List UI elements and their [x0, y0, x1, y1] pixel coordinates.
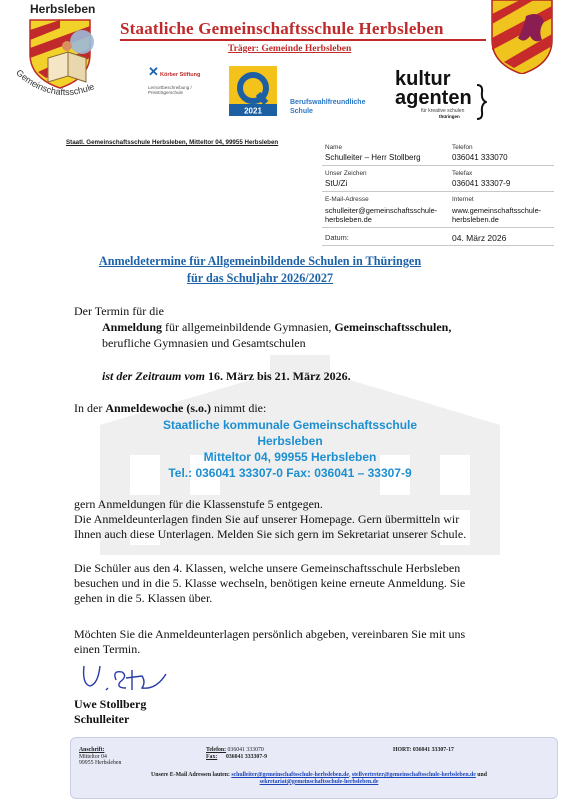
body-intro: Der Termin für die — [74, 304, 164, 318]
school-block-line1: Staatliche kommunale Gemeinschaftsschule — [162, 418, 418, 432]
email-label: E-Mail-Adresse — [325, 196, 369, 203]
fax-label: Telefax — [452, 170, 473, 177]
footer-box — [70, 737, 558, 799]
brace-icon — [475, 84, 487, 120]
footer-contact — [206, 747, 267, 760]
footer-address — [79, 747, 121, 767]
koerber-x-icon: ✕ — [148, 64, 159, 79]
footer-address-line2: 99955 Herbsleben — [79, 760, 122, 767]
body-anmeldung-line1 — [102, 320, 451, 335]
headline — [70, 253, 450, 287]
body-week-intro — [74, 401, 266, 416]
return-address: Staatl. Gemeinschaftsschule Herbsleben, Mitteltor 04, 99955 Herbsleben — [66, 139, 279, 146]
coat-of-arms-logo — [490, 0, 554, 74]
p2-line2: besuchen und in die 5. Klasse wechseln, benötigen keine erneute Anmeldung. Sie — [74, 576, 466, 590]
school-seal-logo — [10, 16, 128, 102]
carrier-line: Träger: Gemeinde Herbsleben — [228, 44, 352, 54]
agenten-word: agenten — [395, 87, 472, 109]
kultur-word: kultur — [395, 68, 451, 90]
phone-value: 036041 333070 — [452, 153, 508, 162]
week-intro-2: nimmt die: — [210, 401, 267, 415]
footer-email-sekretariat-link[interactable]: sekretariat@gemeinschaftsschule-herbsleben.de — [259, 778, 379, 785]
footer-emails — [89, 772, 549, 785]
footer-hort: HORT: 036041 33307-17 — [393, 747, 454, 753]
footer-phone-value: 036041 333070 — [227, 747, 264, 753]
reference-label: Unser Zeichen — [325, 170, 367, 177]
p2-line3: gehen in die 5. Klassen über. — [74, 591, 213, 605]
anmeldung-rest: für allgemeinbildende Gymnasien, — [162, 320, 335, 334]
letterhead-rule — [120, 39, 486, 41]
paragraph-1 — [74, 497, 466, 542]
date-value: 04. März 2026 — [452, 233, 507, 243]
koerber-small-text: Lernortbeschreibung / Preisträgerschule — [148, 84, 192, 95]
p3-line1: Möchten Sie die Anmeldeunterlagen persönlich abgeben, vereinbaren Sie mit uns — [74, 627, 466, 641]
footer-email-intro: Unsere E-Mail Adressen lauten: — [151, 772, 232, 778]
kultur-sub: für kreative schulen — [421, 108, 465, 114]
school-address-block — [140, 417, 440, 481]
school-block-line2: Herbsleben — [257, 434, 323, 448]
name-value: Schulleiter – Herr Stollberg — [325, 153, 421, 162]
footer-email-schulleiter-link[interactable]: schulleiter@gemeinschaftsschule-herbsleben.de — [231, 772, 349, 778]
p3-line2: einen Termin. — [74, 642, 141, 656]
footer-address-line1: Mitteltor 04 — [79, 753, 107, 760]
email-value-2: herbsleben.de — [325, 215, 372, 224]
p2-line1: Die Schüler aus den 4. Klassen, welche unsere Gemeinschaftsschule Herbsleben — [74, 561, 461, 575]
kulturagenten-logo — [395, 70, 495, 126]
p1-line2: Die Anmeldeunterlagen finden Sie auf unserer Homepage. Gern übermitteln wir — [74, 512, 460, 526]
berufswahl-label — [290, 98, 365, 116]
web-value-1: www.gemeinschaftsschule- — [452, 206, 542, 215]
school-block-line4: Tel.: 036041 33307-0 Fax: 036041 – 33307-9 — [168, 466, 412, 480]
period-italic: ist der Zeitraum vom — [102, 369, 208, 383]
footer-email-and: und — [475, 772, 487, 778]
info-divider — [322, 245, 554, 246]
quality-seal-logo — [229, 66, 277, 116]
fax-value: 036041 33307-9 — [452, 179, 511, 188]
info-divider — [322, 165, 554, 166]
signature-name: Uwe Stollberg — [74, 697, 147, 711]
info-divider — [322, 227, 554, 228]
p1-line3: Ihnen auch diese Unterlagen. Melden Sie sich gern im Sekretariat unserer Schule. — [74, 527, 467, 541]
body-period — [102, 369, 351, 384]
letterhead-title: Staatliche Gemeinschaftsschule Herbsleben — [120, 19, 444, 38]
web-label: Internet — [452, 196, 474, 203]
berufswahl-line1: Berufswahlfreundliche — [290, 99, 366, 106]
signature-role: Schulleiter — [74, 712, 130, 726]
body-anmeldung-line2: berufliche Gymnasien und Gesamtschulen — [102, 336, 306, 350]
footer-phone-label: Telefon: — [206, 747, 227, 753]
footer-address-label: Anschrift: — [79, 747, 105, 753]
footer-fax-label: Fax: — [206, 753, 218, 760]
week-intro-1: In der — [74, 401, 106, 415]
info-divider — [322, 191, 554, 192]
q-year-text: 2021 — [244, 106, 262, 116]
koerber-stiftung-logo — [148, 66, 216, 116]
web-value-2: herbsleben.de — [452, 215, 499, 224]
seal-text: Gemeinschaftsschule — [14, 67, 96, 98]
date-label: Datum: — [325, 233, 349, 242]
kultur-region: thüringen — [439, 114, 460, 119]
anmeldung-bold2: Gemeinschaftsschulen, — [334, 320, 452, 334]
handwritten-signature — [76, 660, 176, 700]
koerber-title: Körber Stiftung — [160, 72, 201, 78]
anmeldung-bold: Anmeldung — [102, 320, 163, 334]
berufswahl-line2: Schule — [290, 108, 313, 115]
school-block-line3: Mitteltor 04, 99955 Herbsleben — [203, 450, 377, 464]
name-label: Name — [325, 144, 343, 151]
header-place-label: Herbsleben — [30, 2, 96, 16]
email-value-1: schulleiter@gemeinschaftsschule- — [325, 206, 438, 215]
p1-line1: gern Anmeldungen für die Klassenstufe 5 entgegen. — [74, 497, 323, 511]
week-intro-bold: Anmeldewoche (s.o.) — [105, 401, 211, 415]
paragraph-2 — [74, 561, 465, 606]
reference-value: StU/Zi — [325, 179, 348, 188]
headline-line2: für das Schuljahr 2026/2027 — [186, 271, 334, 285]
phone-label: Telefon — [452, 144, 473, 151]
paragraph-3 — [74, 627, 465, 657]
footer-email-sep: , — [348, 772, 352, 778]
period-dates: 16. März bis 21. März 2026. — [208, 369, 351, 383]
footer-email-stellvertreter-link[interactable]: stellvertreter@gemeinschaftsschule-herbsleben.de — [351, 772, 476, 778]
headline-line1: Anmeldetermine für Allgemeinbildende Schulen in Thüringen — [98, 254, 422, 268]
footer-fax-value: 036041 333307-9 — [225, 753, 268, 760]
